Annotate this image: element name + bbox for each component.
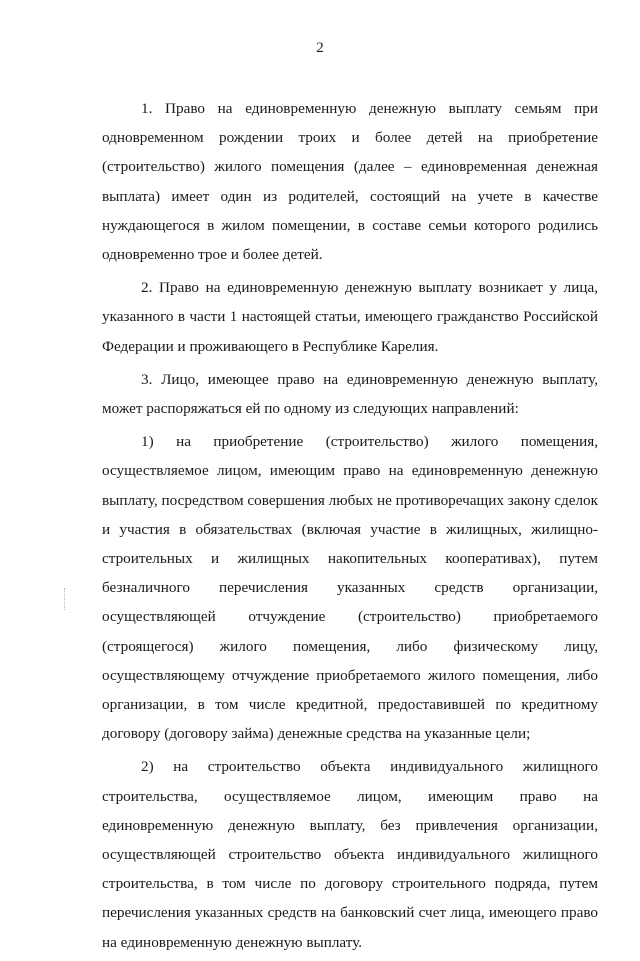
paragraph-2: 2. Право на единовременную денежную выплату возникает у лица, указанного в части 1 настоящей статьи, имеющего гражданство Российской Федерации и проживающего в Республике Карелия. bbox=[102, 279, 598, 355]
paragraph-3-item-1: 1) на приобретение (строительство) жилого помещения, осуществляемое лицом, имеющим право на единовременную денежную выплату, посредством совершения любых не противоречащих закону сделок и участия в обязательствах (включая участие в жилищных, жилищно-строительных и жилищных накопительных кооперативах), путем безналичного перечисления указанных средств организации, осуществляющей отчуждение (строительство) приобретаемого (строящегося) жилого помещения, либо физическому лицу, осуществляющему отчуждение приобретаемого жилого помещения, либо организации, в том числе кредитной, предоставившей по кредитному договору (договору займа) денежные средства на указанные цели; bbox=[102, 433, 598, 743]
margin-mark bbox=[64, 588, 66, 610]
paragraph-3: 3. Лицо, имеющее право на единовременную денежную выплату, может распоряжаться ей по одному из следующих направлений: bbox=[102, 370, 598, 418]
paragraph-3-item-2: 2) на строительство объекта индивидуального жилищного строительства, осуществляемое лицом, имеющим право на единовременную денежную выплату, без привлечения организации, осуществляющей строительство объекта индивидуального жилищного строительства, в том числе по договору строительного подряда, путем перечисления указанных средств на банковский счет лица, имеющего право на единовременную денежную выплату. bbox=[102, 758, 598, 951]
page-number: 2 bbox=[316, 40, 324, 56]
document-body bbox=[102, 94, 598, 961]
paragraph-1: 1. Право на единовременную денежную выплату семьям при одновременном рождении троих и более детей на приобретение (строительство) жилого помещения (далее – единовременная денежная выплата) имеет один из родителей, состоящий на учете в качестве нуждающегося в жилом помещении, в составе семьи которого родились одновременно трое и более детей. bbox=[102, 100, 598, 264]
